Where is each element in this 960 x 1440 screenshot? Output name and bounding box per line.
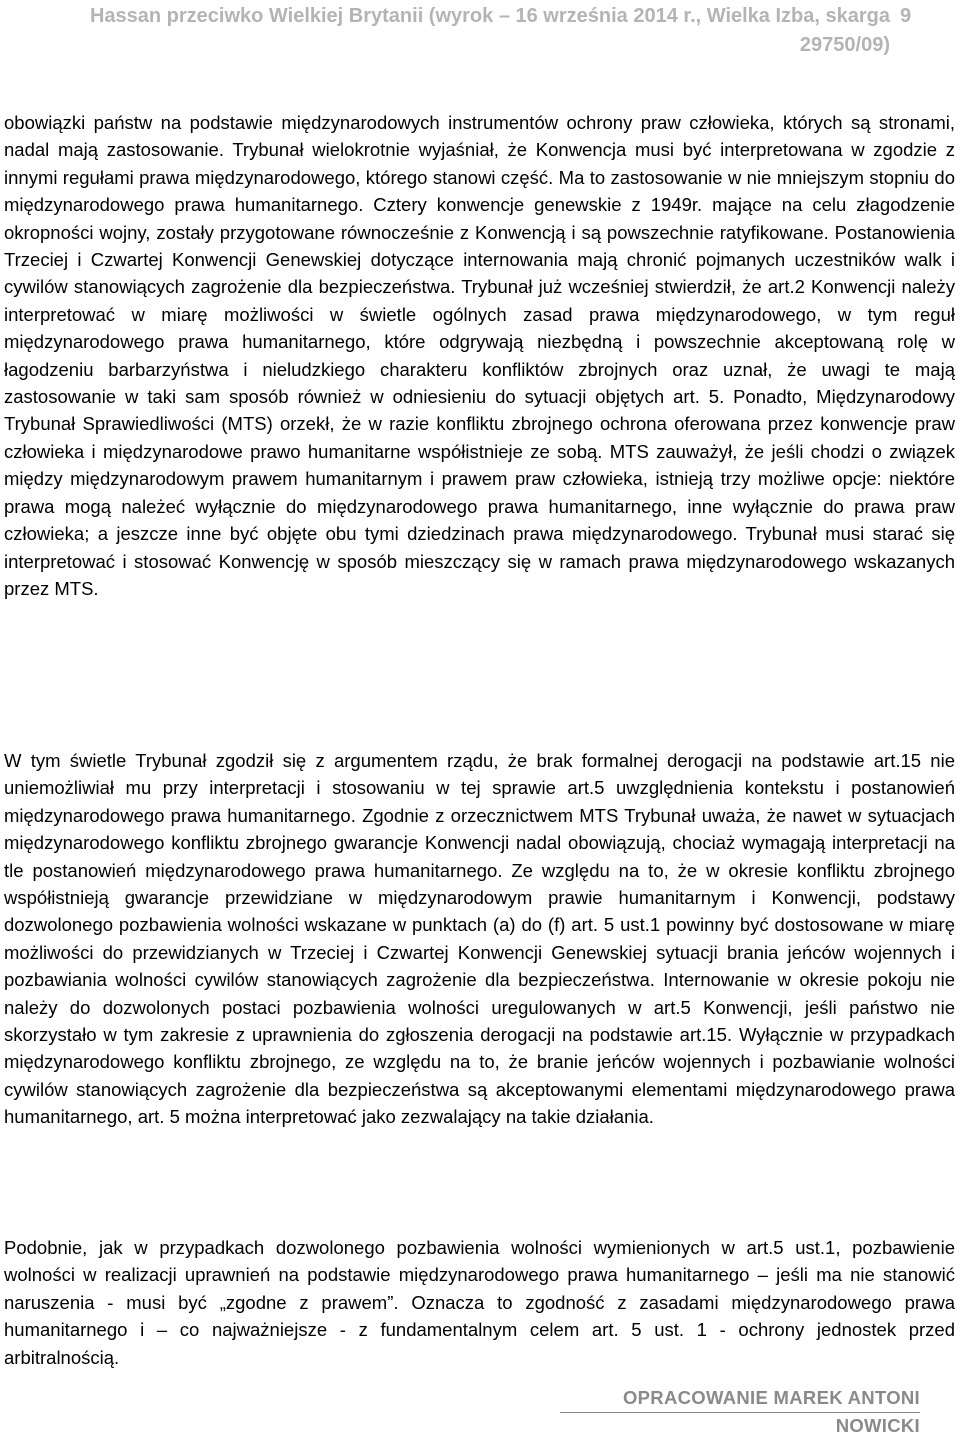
running-header: Hassan przeciwko Wielkiej Brytanii (wyrok – 16 września 2014 r., Wielka Izba, skarga 29750/09) — [89, 5, 890, 56]
body-paragraph-1: obowiązki państw na podstawie międzynarodowych instrumentów ochrony praw człowieka, których są stronami, nadal mają zastosowanie. Trybunał wielokrotnie wyjaśniał, że Konwencja musi być interpretowana w zgodzie z innymi regułami prawa międzynarodowego, którego stanowi część. Ma to zastosowanie w nie mniejszym stopniu do międzynarodowego prawa humanitarnego. Cztery konwencje genewskie z 1949r. mające na celu złagodzenie okropności wojny, zostały przygotowane równocześnie z Konwencją i są powszechnie ratyfikowane. Postanowienia Trzeciej i Czwartej Konwencji Genewskiej dotyczące internowania mają chronić pojmanych uczestników walk i cywilów stanowiących zagrożenie dla bezpieczeństwa. Trybunał już wcześniej stwierdził, że art.2 Konwencji należy interpretować w miarę możliwości w świetle ogólnych zasad prawa międzynarodowego, w tym reguł międzynarodowego prawa humanitarnego, które odgrywają niezbędną i powszechnie akceptowaną rolę w łagodzeniu barbarzyństwa i nieludzkiego charakteru konfliktów zbrojnych oraz uznał, że uwagi te mają zastosowanie w taki sam sposób również w odniesieniu do sytuacji objętych art. 5. Ponadto, Międzynarodowy Trybunał Sprawiedliwości (MTS) orzekł, że w razie konfliktu zbrojnego ochrona oferowana przez konwencje praw człowieka i międzynarodowe prawo humanitarne współistnieje ze sobą. MTS zauważył, że jeśli chodzi o związek między międzynarodowym prawem humanitarnym i prawem praw człowieka, istnieją trzy możliwe opcje: niektóre prawa mogą należeć wyłącznie do międzynarodowego prawa humanitarnego, inne wyłącznie do prawa praw człowieka; a jeszcze inne być objęte obu tymi dziedzinach prawa międzynarodowego. Trybunał musi starać się interpretować i stosować Konwencję w sposób mieszczący się w ramach prawa międzynarodowego wskazanych przez MTS. — [4, 112, 955, 599]
footer-credit: OPRACOWANIE MAREK ANTONI NOWICKI — [622, 1387, 920, 1436]
body-paragraph-2: W tym świetle Trybunał zgodził się z argumentem rządu, że brak formalnej derogacji na podstawie art.15 nie uniemożliwiał mu przy interpretacji i stosowaniu w tej sprawie art.5 uwzględnienia kontekstu i postanowień międzynarodowego prawa humanitarnego. Zgodnie z orzecznictwem MTS Trybunał uważa, że nawet w sytuacjach międzynarodowego konfliktu zbrojnego gwarancje Konwencji nadal obowiązują, chociaż wymagają interpretacji na tle postanowień międzynarodowego prawa humanitarnego. Ze względu na to, że w okresie konfliktu zbrojnego współistnieją gwarancje przewidziane w międzynarodowym prawie humanitarnym i Konwencji, podstawy dozwolonego pozbawienia wolności wskazane w punktach (a) do (f) art. 5 ust.1 powinny być dostosowane w miarę możliwości do przewidzianych w Trzeciej i Czwartej Konwencji Genewskiej sytuacji brania jeńców wojennych i pozbawiania wolności cywilów stanowiących zagrożenie dla bezpieczeństwa. Internowanie w okresie pokoju nie należy do dozwolonych postaci pozbawienia wolności uregulowanych w art.5 Konwencji, jeśli państwo nie skorzystało w tym zakresie z uprawnienia do zgłoszenia derogacji na podstawie art.15. Wyłącznie w przypadkach międzynarodowego konfliktu zbrojnego, ze względu na to, że branie jeńców wojennych i pozbawianie wolności cywilów stanowiących zagrożenie dla bezpieczeństwa są akceptowanymi elementami międzynarodowego prawa humanitarnego, art. 5 można interpretować jako zezwalający na takie działania. — [4, 750, 955, 1128]
page-number: 9 — [900, 5, 912, 27]
footer-underline — [560, 1412, 920, 1413]
body-paragraph-3: Podobnie, jak w przypadkach dozwolonego pozbawienia wolności wymienionych w art.5 ust.1, pozbawienie wolności w realizacji uprawnień na podstawie międzynarodowego prawa humanitarnego – jeśli ma nie stanowić naruszenia - musi być „zgodne z prawem”. Oznacza to zgodność z zasadami międzynarodowego prawa humanitarnego i – co najważniejsze - z fundamentalnym celem art. 5 ust. 1 - ochrony jednostek przed arbitralnością. — [4, 1237, 955, 1368]
